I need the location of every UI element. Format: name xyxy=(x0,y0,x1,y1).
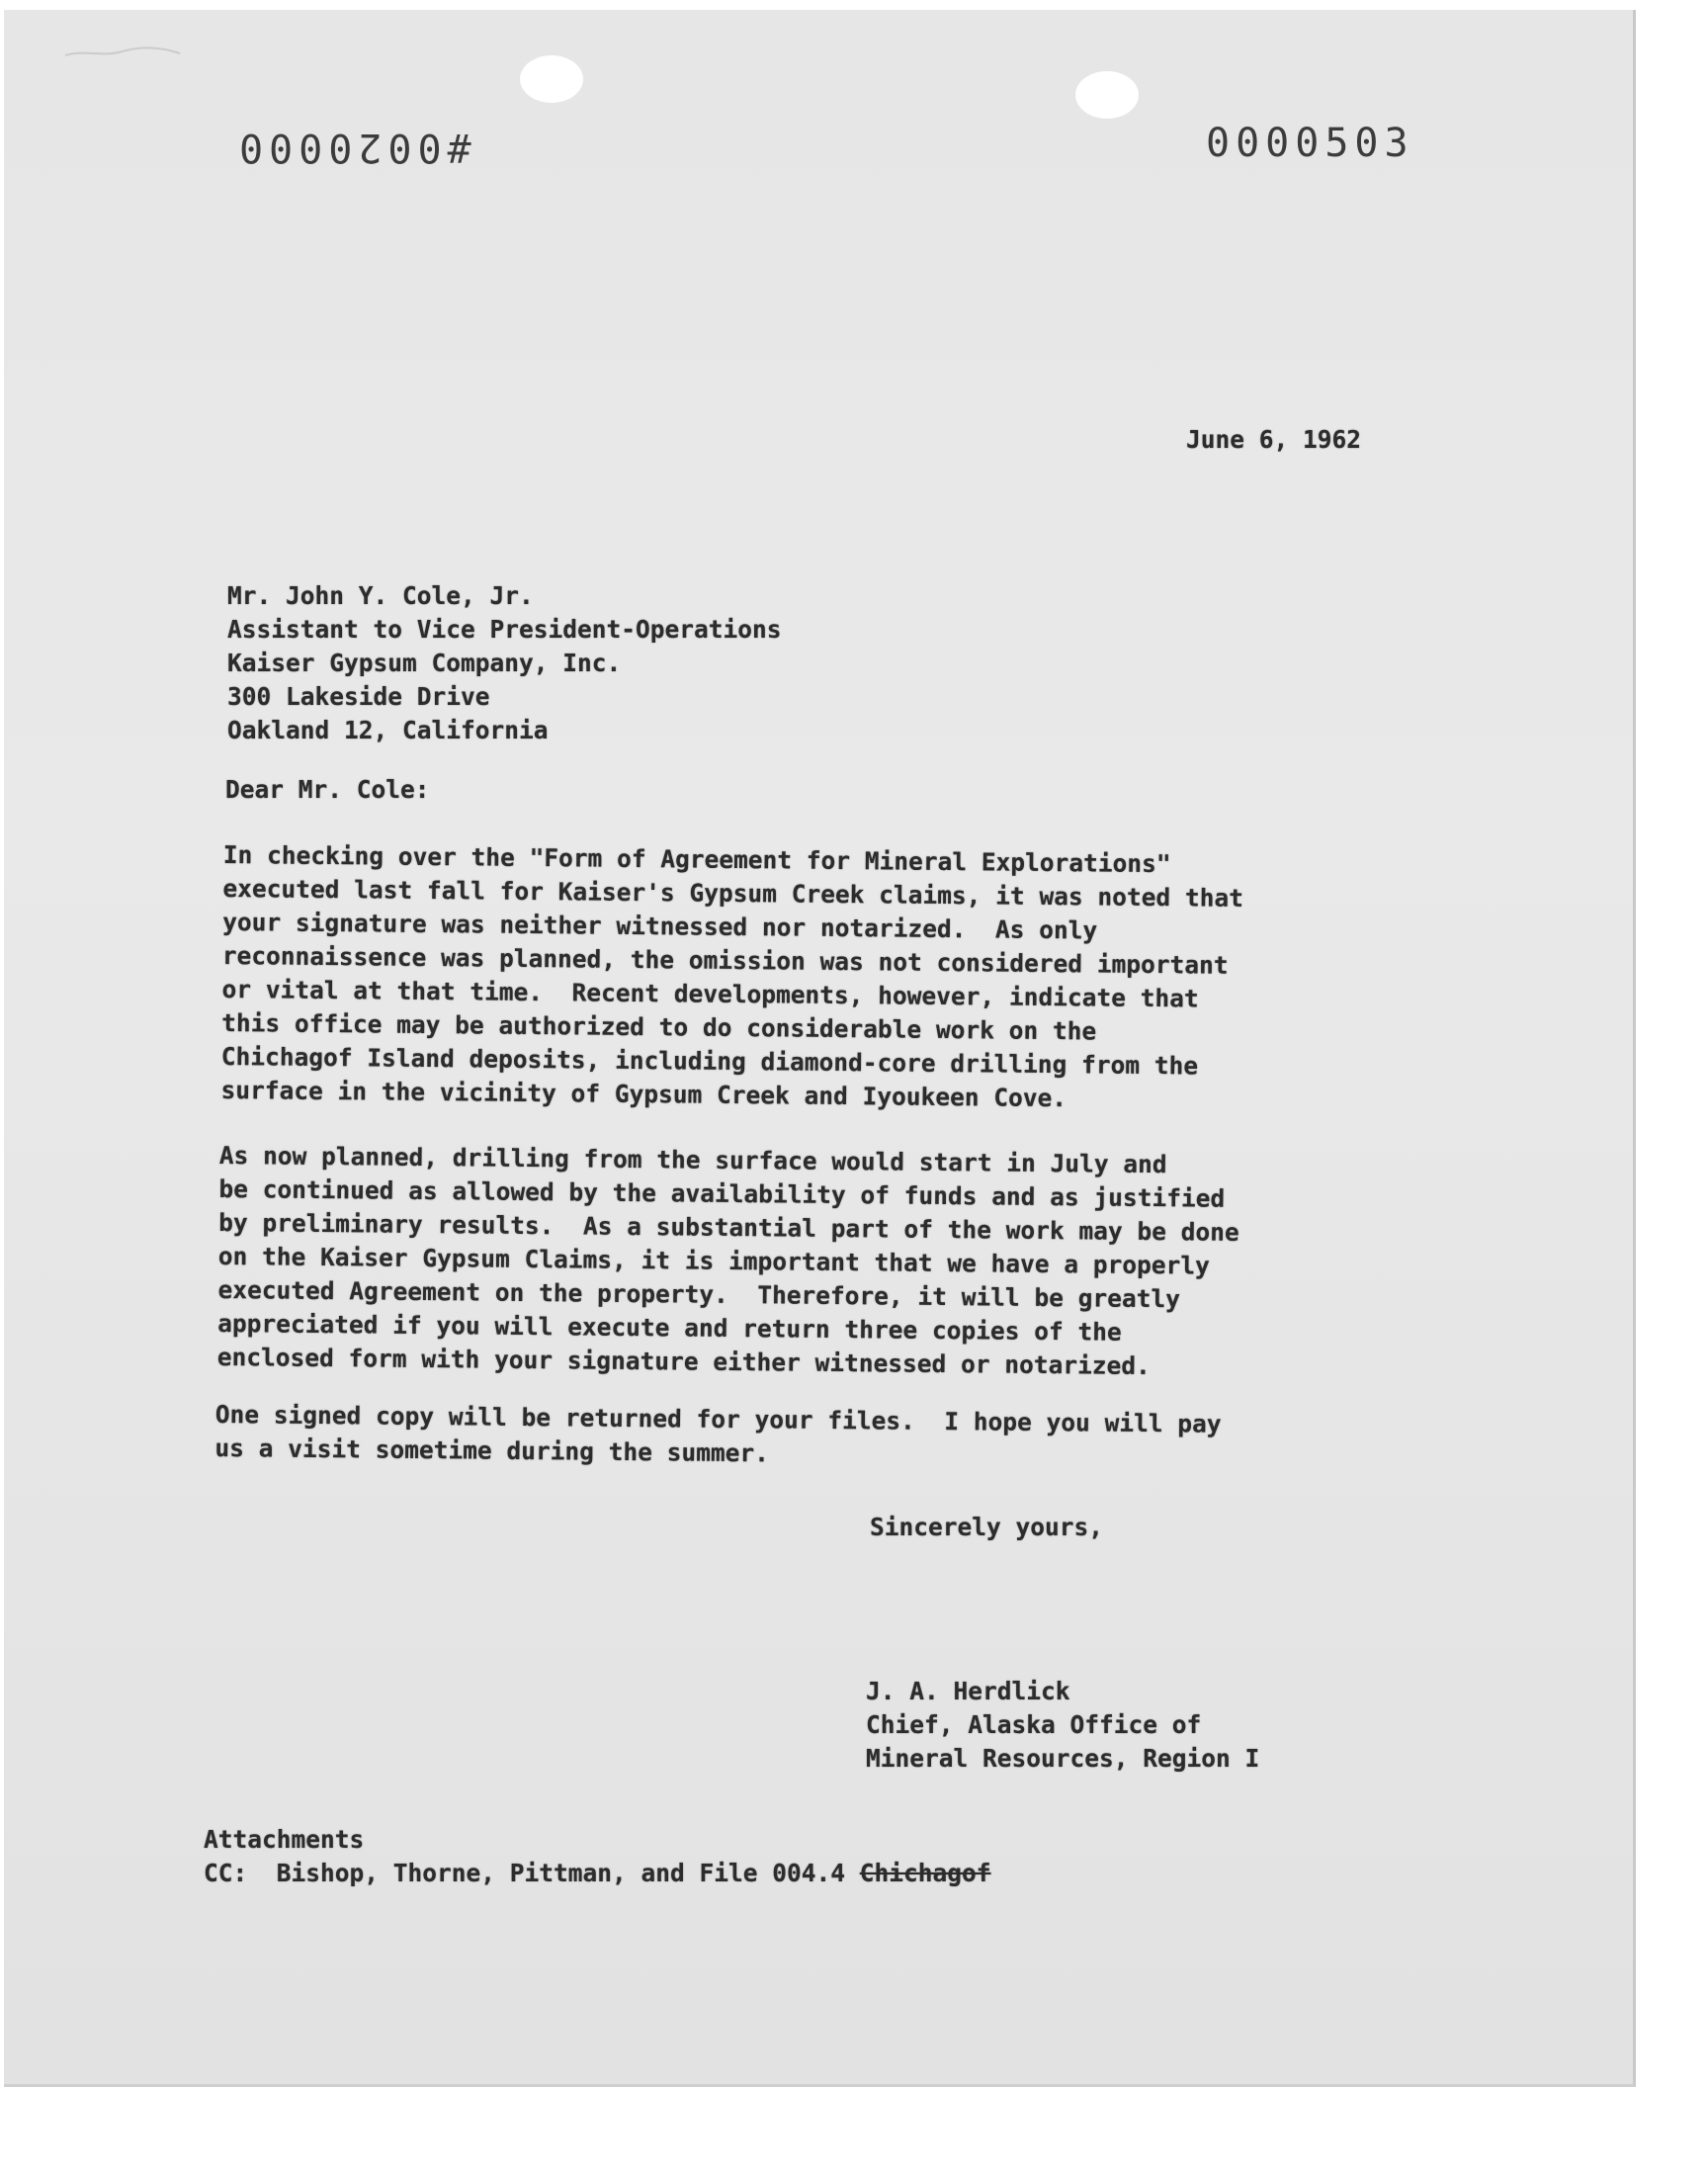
paragraph-line: In checking over the "Form of Agreement for Mineral Explorations" xyxy=(222,839,1171,879)
address-line: Oakland 12, California xyxy=(227,716,549,744)
recipient-address xyxy=(227,579,782,747)
paragraph-line: by preliminary results. As a substantial part of the work may be done xyxy=(218,1207,1239,1247)
cc-line xyxy=(204,1857,991,1890)
signer-title: Mineral Resources, Region I xyxy=(866,1744,1260,1773)
signer-name: J. A. Herdlick xyxy=(866,1677,1070,1705)
paragraph-line: your signature was neither witnessed nor notarized. As only xyxy=(222,907,1098,945)
address-line: 300 Lakeside Drive xyxy=(227,682,490,711)
paragraph-line: enclosed form with your signature either witnessed or notarized. xyxy=(216,1342,1151,1381)
address-line: Kaiser Gypsum Company, Inc. xyxy=(227,649,622,677)
paragraph-line: or vital at that time. Recent developments, however, indicate that xyxy=(221,974,1199,1013)
paragraph-line: appreciated if you will execute and return three copies of the xyxy=(217,1308,1122,1347)
paragraph-line: on the Kaiser Gypsum Claims, it is important that we have a properly xyxy=(217,1241,1210,1280)
letter-sheet xyxy=(4,10,1636,2087)
pencil-mark xyxy=(63,45,182,59)
paragraph-1 xyxy=(220,838,1243,1117)
paragraph-3 xyxy=(214,1398,1221,1475)
paragraph-line: this office may be authorized to do considerable work on the xyxy=(221,1007,1097,1046)
paragraph-line: One signed copy will be returned for your files. I hope you will pay xyxy=(214,1399,1222,1438)
signature-block xyxy=(866,1675,1259,1776)
salutation: Dear Mr. Cole: xyxy=(225,775,430,804)
paragraph-2 xyxy=(217,1139,1240,1384)
stamp-number-right: 0000503 xyxy=(1206,121,1414,166)
paragraph-line: us a visit sometime during the summer. xyxy=(214,1433,770,1468)
paragraph-line: Chichagof Island deposits, including diamond-core drilling from the xyxy=(220,1041,1199,1081)
paragraph-line: reconnaissence was planned, the omission was not considered important xyxy=(221,940,1229,980)
paragraph-line: executed last fall for Kaiser's Gypsum Creek claims, it was noted that xyxy=(222,873,1244,913)
cc-recipients: CC: Bishop, Thorne, Pittman, and File 004.4 xyxy=(204,1859,860,1887)
paragraph-line: surface in the vicinity of Gypsum Creek and Iyoukeen Cove. xyxy=(220,1075,1068,1113)
attachments-block xyxy=(204,1823,991,1890)
letter-date: June 6, 1962 xyxy=(1186,425,1362,454)
punch-hole-right xyxy=(1075,71,1139,119)
stamp-number-left: #0020000 xyxy=(233,125,471,170)
paragraph-line: executed Agreement on the property. Therefore, it will be greatly xyxy=(217,1274,1181,1314)
cc-struck-text: Chichagof xyxy=(859,1859,991,1887)
closing: Sincerely yours, xyxy=(870,1513,1104,1541)
attachments-label: Attachments xyxy=(204,1825,365,1854)
address-line: Mr. John Y. Cole, Jr. xyxy=(227,581,534,610)
paragraph-line: be continued as allowed by the availability of funds and as justified xyxy=(218,1174,1226,1213)
paragraph-line: As now planned, drilling from the surface would start in July and xyxy=(218,1140,1167,1179)
signer-title: Chief, Alaska Office of xyxy=(866,1710,1202,1739)
punch-hole-left xyxy=(520,55,583,103)
address-line: Assistant to Vice President-Operations xyxy=(227,615,782,644)
